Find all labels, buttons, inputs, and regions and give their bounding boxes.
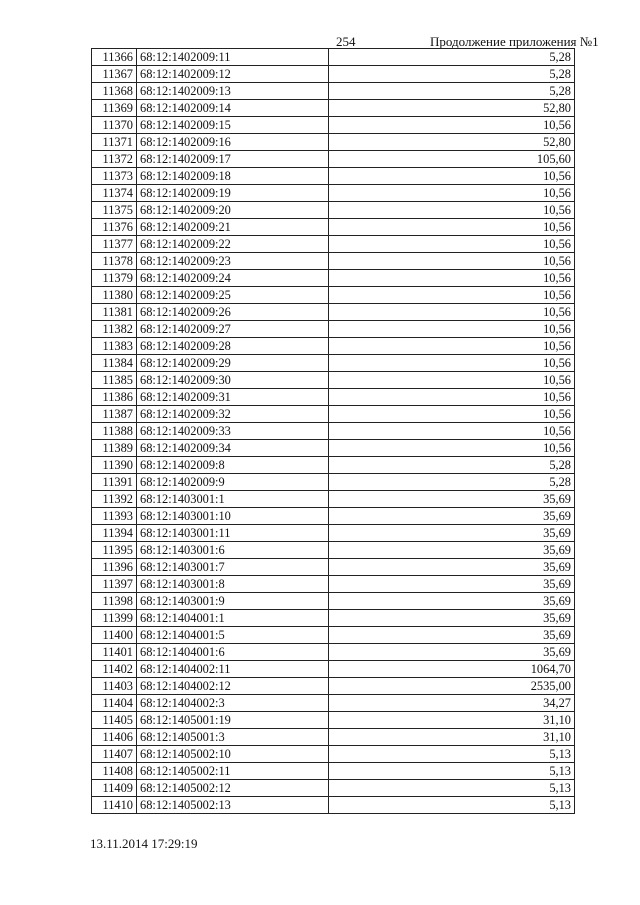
row-number: 11371 [92,134,137,151]
cadastral-number: 68:12:1403001:6 [137,542,329,559]
row-value: 1064,70 [329,661,575,678]
cadastral-number: 68:12:1404001:6 [137,644,329,661]
row-value: 10,56 [329,440,575,457]
table-row [92,763,575,780]
row-number: 11396 [92,559,137,576]
row-value: 10,56 [329,338,575,355]
row-number: 11403 [92,678,137,695]
row-value: 10,56 [329,219,575,236]
table-row [92,83,575,100]
row-number: 11373 [92,168,137,185]
cadastral-table [91,48,575,814]
row-number: 11383 [92,338,137,355]
row-value: 5,28 [329,66,575,83]
table-row [92,270,575,287]
row-value: 10,56 [329,117,575,134]
row-value: 5,13 [329,746,575,763]
cadastral-number: 68:12:1402009:15 [137,117,329,134]
row-value: 10,56 [329,372,575,389]
table-row [92,491,575,508]
table-row [92,338,575,355]
cadastral-number: 68:12:1403001:7 [137,559,329,576]
row-number: 11376 [92,219,137,236]
row-value: 10,56 [329,321,575,338]
table-row [92,202,575,219]
table-row [92,304,575,321]
row-number: 11385 [92,372,137,389]
row-value: 35,69 [329,525,575,542]
row-number: 11381 [92,304,137,321]
row-value: 10,56 [329,287,575,304]
cadastral-number: 68:12:1404002:12 [137,678,329,695]
cadastral-number: 68:12:1402009:28 [137,338,329,355]
cadastral-number: 68:12:1402009:31 [137,389,329,406]
table-row [92,372,575,389]
cadastral-number: 68:12:1402009:30 [137,372,329,389]
row-value: 10,56 [329,270,575,287]
row-value: 5,28 [329,457,575,474]
row-value: 10,56 [329,236,575,253]
cadastral-number: 68:12:1405002:12 [137,780,329,797]
row-value: 35,69 [329,644,575,661]
table-row [92,321,575,338]
row-number: 11372 [92,151,137,168]
cadastral-number: 68:12:1402009:14 [137,100,329,117]
row-value: 10,56 [329,253,575,270]
cadastral-number: 68:12:1403001:1 [137,491,329,508]
table-row [92,355,575,372]
row-value: 10,56 [329,406,575,423]
cadastral-number: 68:12:1402009:12 [137,66,329,83]
cadastral-number: 68:12:1402009:27 [137,321,329,338]
row-number: 11390 [92,457,137,474]
table-row [92,712,575,729]
row-number: 11392 [92,491,137,508]
row-number: 11366 [92,49,137,66]
table-row [92,287,575,304]
table-row [92,185,575,202]
cadastral-number: 68:12:1404001:1 [137,610,329,627]
table-row [92,542,575,559]
row-value: 35,69 [329,508,575,525]
row-number: 11370 [92,117,137,134]
row-number: 11401 [92,644,137,661]
cadastral-number: 68:12:1402009:26 [137,304,329,321]
row-number: 11386 [92,389,137,406]
row-number: 11410 [92,797,137,814]
row-value: 31,10 [329,729,575,746]
table-row [92,746,575,763]
row-value: 10,56 [329,304,575,321]
row-number: 11398 [92,593,137,610]
row-value: 10,56 [329,168,575,185]
row-number: 11377 [92,236,137,253]
row-value: 35,69 [329,491,575,508]
table-row [92,780,575,797]
row-number: 11405 [92,712,137,729]
row-number: 11391 [92,474,137,491]
row-value: 5,13 [329,780,575,797]
row-number: 11384 [92,355,137,372]
table-row [92,474,575,491]
row-number: 11388 [92,423,137,440]
table-row [92,151,575,168]
footer-timestamp: 13.11.2014 17:29:19 [90,836,198,851]
row-value: 10,56 [329,389,575,406]
row-value: 105,60 [329,151,575,168]
cadastral-number: 68:12:1402009:25 [137,287,329,304]
cadastral-number: 68:12:1405001:19 [137,712,329,729]
table-row [92,610,575,627]
table-row [92,627,575,644]
table-row [92,729,575,746]
table-row [92,219,575,236]
cadastral-number: 68:12:1402009:17 [137,151,329,168]
table-row [92,797,575,814]
row-number: 11399 [92,610,137,627]
row-value: 52,80 [329,100,575,117]
row-value: 5,28 [329,49,575,66]
table-row [92,236,575,253]
cadastral-number: 68:12:1402009:11 [137,49,329,66]
row-value: 10,56 [329,185,575,202]
row-number: 11406 [92,729,137,746]
cadastral-number: 68:12:1402009:32 [137,406,329,423]
table-row [92,661,575,678]
row-number: 11387 [92,406,137,423]
cadastral-number: 68:12:1402009:18 [137,168,329,185]
table-row [92,423,575,440]
table-row [92,168,575,185]
table-body [92,49,575,814]
cadastral-number: 68:12:1403001:9 [137,593,329,610]
row-number: 11402 [92,661,137,678]
row-number: 11375 [92,202,137,219]
cadastral-number: 68:12:1402009:24 [137,270,329,287]
row-number: 11408 [92,763,137,780]
cadastral-number: 68:12:1403001:8 [137,576,329,593]
row-number: 11382 [92,321,137,338]
cadastral-number: 68:12:1402009:21 [137,219,329,236]
table-row [92,440,575,457]
table-row [92,593,575,610]
table-row [92,525,575,542]
table-row [92,66,575,83]
row-number: 11380 [92,287,137,304]
row-number: 11395 [92,542,137,559]
table-row [92,49,575,66]
row-number: 11367 [92,66,137,83]
row-number: 11409 [92,780,137,797]
table-row [92,508,575,525]
row-value: 35,69 [329,576,575,593]
row-value: 10,56 [329,202,575,219]
table-row [92,389,575,406]
cadastral-number: 68:12:1405002:13 [137,797,329,814]
table-row [92,406,575,423]
cadastral-number: 68:12:1402009:34 [137,440,329,457]
cadastral-number: 68:12:1402009:23 [137,253,329,270]
table-row [92,678,575,695]
row-number: 11379 [92,270,137,287]
row-number: 11407 [92,746,137,763]
cadastral-number: 68:12:1405002:11 [137,763,329,780]
table-row [92,100,575,117]
row-number: 11374 [92,185,137,202]
row-value: 34,27 [329,695,575,712]
cadastral-number: 68:12:1402009:16 [137,134,329,151]
table-row [92,117,575,134]
table-row [92,134,575,151]
table-row [92,576,575,593]
row-value: 35,69 [329,610,575,627]
cadastral-number: 68:12:1404002:3 [137,695,329,712]
row-number: 11369 [92,100,137,117]
row-number: 11378 [92,253,137,270]
page-number: 254 [336,34,356,49]
row-value: 5,28 [329,474,575,491]
continuation-title: Продолжение приложения №1 [430,34,599,49]
cadastral-number: 68:12:1404001:5 [137,627,329,644]
row-value: 2535,00 [329,678,575,695]
cadastral-number: 68:12:1402009:33 [137,423,329,440]
row-number: 11389 [92,440,137,457]
row-value: 5,13 [329,763,575,780]
row-number: 11400 [92,627,137,644]
table-row [92,644,575,661]
row-value: 35,69 [329,593,575,610]
cadastral-number: 68:12:1402009:22 [137,236,329,253]
row-value: 35,69 [329,627,575,644]
cadastral-number: 68:12:1402009:13 [137,83,329,100]
table-row [92,253,575,270]
cadastral-number: 68:12:1402009:20 [137,202,329,219]
row-value: 10,56 [329,355,575,372]
row-value: 10,56 [329,423,575,440]
row-value: 35,69 [329,559,575,576]
row-value: 52,80 [329,134,575,151]
row-number: 11368 [92,83,137,100]
cadastral-number: 68:12:1402009:29 [137,355,329,372]
row-number: 11397 [92,576,137,593]
row-number: 11393 [92,508,137,525]
cadastral-number: 68:12:1402009:9 [137,474,329,491]
table-row [92,695,575,712]
table-row [92,559,575,576]
row-value: 5,28 [329,83,575,100]
row-value: 5,13 [329,797,575,814]
cadastral-number: 68:12:1403001:10 [137,508,329,525]
cadastral-number: 68:12:1403001:11 [137,525,329,542]
cadastral-number: 68:12:1404002:11 [137,661,329,678]
table-row [92,457,575,474]
row-value: 35,69 [329,542,575,559]
cadastral-number: 68:12:1402009:8 [137,457,329,474]
cadastral-number: 68:12:1405001:3 [137,729,329,746]
cadastral-number: 68:12:1405002:10 [137,746,329,763]
row-number: 11404 [92,695,137,712]
row-value: 31,10 [329,712,575,729]
row-number: 11394 [92,525,137,542]
cadastral-number: 68:12:1402009:19 [137,185,329,202]
